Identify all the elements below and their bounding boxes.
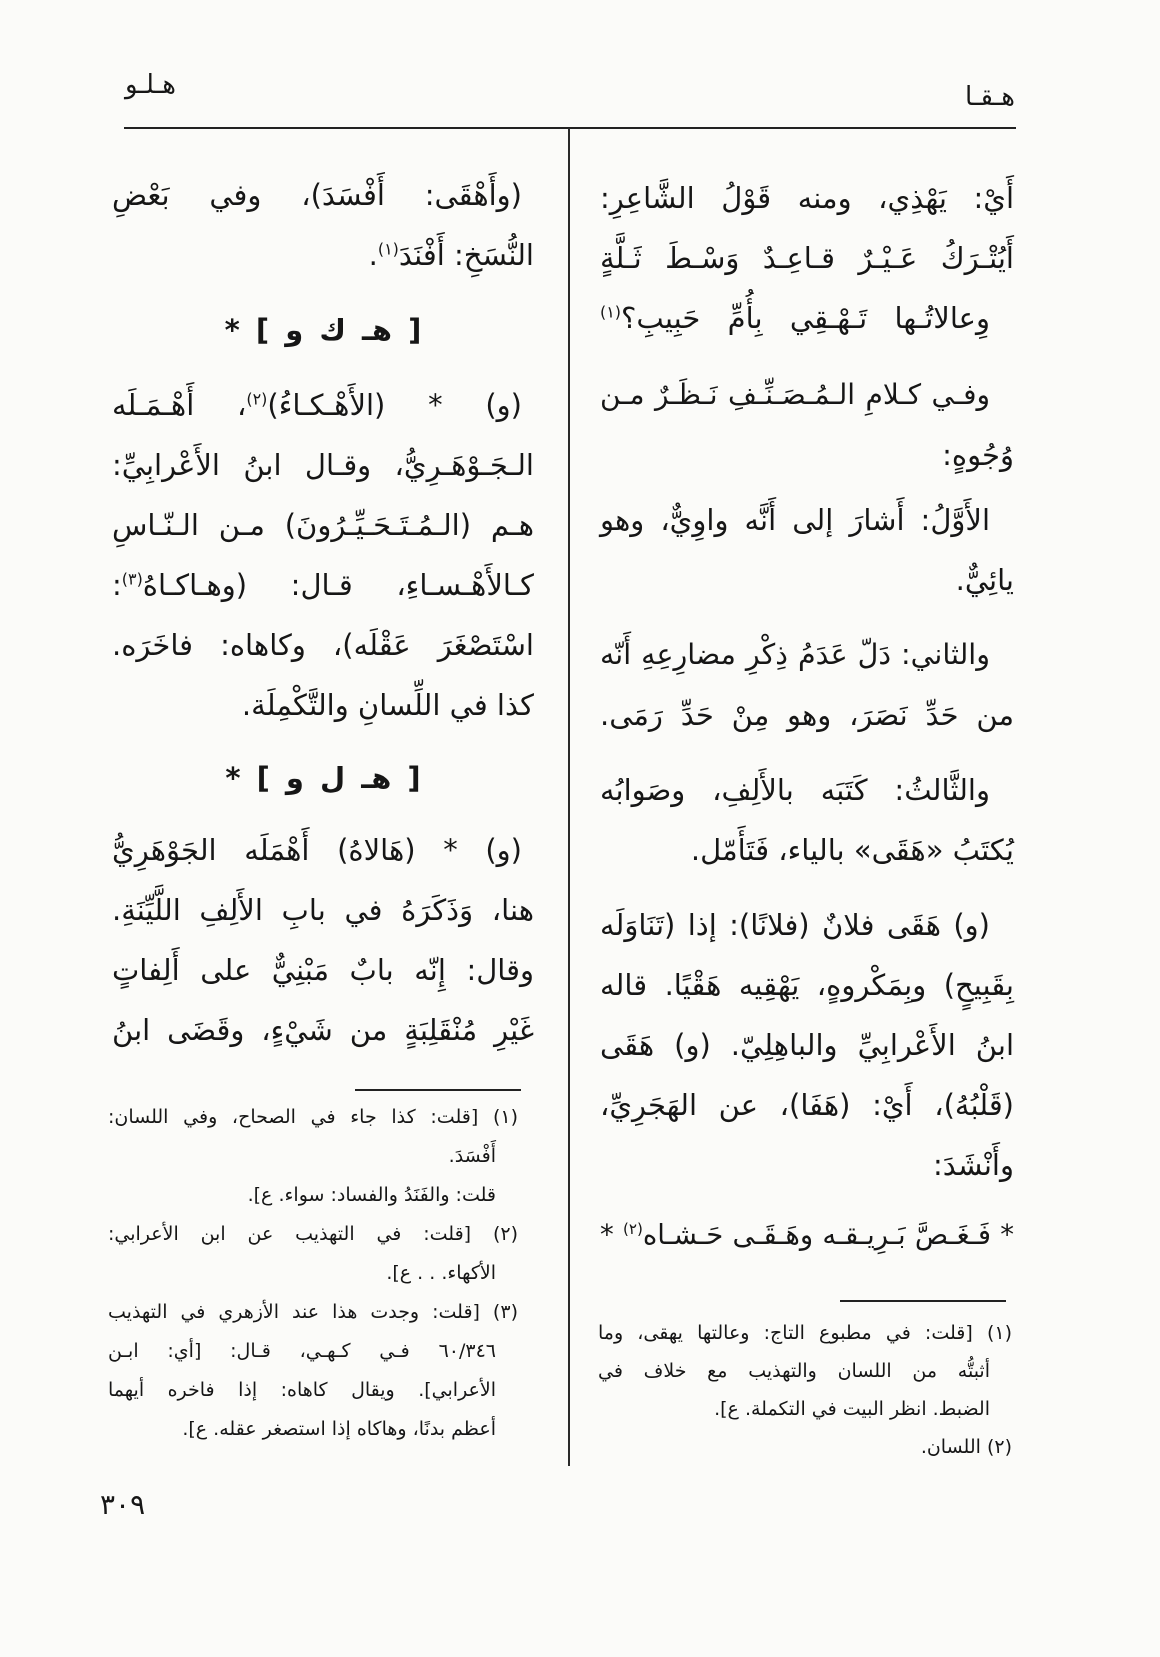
text-line: وُجُوهٍ: (942, 438, 1014, 472)
entry-paragraph (600, 490, 1014, 610)
footnote-line: الأعرابي]. ويقال كاهاه: إذا فاخره أيهما (108, 1379, 496, 1401)
text-line: (و) * (هَالاهُ) أَهْمَلَه الجَوْهَرِيُّ (112, 833, 522, 867)
footnote-marker: (٢) (246, 389, 268, 409)
footnote-line: (١) [قلت: في مطبوع التاج: وعالتها يهقى، وما (598, 1322, 1012, 1344)
line-text: . (368, 238, 378, 272)
footnote-line: أعظم بدنًا، وهاكاه إذا استصغر عقله. ع]. (182, 1418, 496, 1440)
footnote-line: (٣) [قلت: وجدت هذا عند الأزهري في التهذيب (108, 1301, 518, 1323)
footnote-separator (355, 1089, 521, 1091)
root-heading: [ هـ ك و ] * (224, 313, 422, 347)
entry-paragraph (600, 168, 1014, 348)
footnote-line: ٦٠/٣٤٦ فـي كـهـي، قـال: [أي: ابـن (108, 1340, 496, 1362)
entry-paragraph (112, 165, 534, 285)
page-number: ٣٠٩ (100, 1488, 146, 1521)
text-line: (و) هَقَى فلانٌ (فلانًا): إذا (تَنَاوَلَه (600, 908, 990, 942)
footnote (598, 1428, 1012, 1466)
text-line (112, 225, 534, 285)
text-line: غَيْرِ مُنْقَلِبَةٍ من شَيْءٍ، وقَضَى ابنُ (112, 1013, 534, 1047)
right-column (600, 168, 1014, 1265)
text-line: الـجَـوْهَـرِيُّ، وقـال ابنُ الأَعْرابِيِّ: (112, 448, 534, 482)
footnote-line: (٢) [قلت: في التهذيب عن ابن الأعرابي: (108, 1223, 518, 1245)
root-heading: [ هـ ل و ] * (225, 761, 421, 795)
text-line: (وأَهْقَى: أَفْسَدَ)، وفي بَعْضِ (112, 178, 522, 212)
line-text: (و) * (الأَهْـكـاءُ) (267, 388, 522, 422)
entry-paragraph (112, 375, 534, 735)
footnote-line: (٢) اللسان. (920, 1436, 1012, 1458)
footnote (108, 1215, 518, 1293)
footnote-line: (١) [قلت: كذا جاء في الصحاح، وفي اللسان: (108, 1106, 518, 1128)
text-line: هنا، وَذَكَرَهُ في بابِ الأَلِفِ اللَّيِّنَةِ. (112, 893, 534, 927)
entry-paragraph (600, 760, 1014, 880)
line-text: وِعالاتُـها تَـهْـقِي بِأُمِّ حَبِيبِ؟ (621, 301, 990, 335)
entry-paragraph (600, 365, 1014, 485)
text-line: كذا في اللِّسانِ والتَّكْمِلَة. (241, 688, 534, 722)
text-line: اسْتَصْغَرَ عَقْلَه)، وكاهاه: فاخَرَه. (112, 628, 534, 662)
text-line: وقال: إِنّه بابٌ مَبْنِيٌّ على أَلِفاتٍ (112, 953, 534, 987)
footnote-line: الضبط. انظر البيت في التكملة. ع]. (714, 1398, 990, 1420)
left-footnotes (108, 1098, 518, 1449)
text-line: الأَوَّلُ: أَشارَ إلى أَنَّه واوِيٌّ، وهو (600, 503, 990, 537)
line-text: * فَـغَـصَّ بَـرِيـقـه وهَـقَـى حَـشـاه (642, 1219, 1014, 1251)
running-head-right: هـقـا (964, 82, 1015, 112)
footnote (598, 1314, 1012, 1428)
verse-line: أَيُتْـرَكُ عَـيْـرٌ قـاعِـدٌ وَسْـطَ ثَـلَّةٍ (600, 241, 1014, 275)
entry-paragraph (600, 625, 1014, 745)
text-line: وفـي كـلامِ الـمُـصَـنِّـفِ نَـظَـرٌ مـن (600, 378, 990, 411)
text-line: هـم (الـمُـتَـحَـيِّـرُونَ) مـن الـنّـاسِ (112, 508, 534, 542)
left-column (112, 165, 534, 1060)
text-line: والثاني: دَلّ عَدَمُ ذِكْرِ مضارِعِهِ أَنّه (600, 638, 990, 671)
text-line: وأَنْشَدَ: (933, 1148, 1014, 1182)
footnote-marker: (١) (600, 302, 621, 322)
header-rule (124, 127, 1016, 129)
footnote-marker: (١) (377, 239, 399, 259)
entry-paragraph (600, 895, 1014, 1195)
text-line: بِقَبِيحٍ) وبِمَكْروهٍ، يَهْقِيه هَقْيًا. قاله (600, 968, 1014, 1002)
text-line: أَيْ: يَهْذِي، ومنه قَوْلُ الشَّاعِرِ: (600, 181, 1014, 215)
text-line: يُكتَبُ «هَقَى» بالياء، فَتَأَمّل. (690, 833, 1014, 867)
line-text: * (600, 1219, 623, 1251)
footnote-marker: (٢) (622, 1219, 643, 1238)
column-divider (568, 128, 570, 1466)
entry-paragraph (600, 1205, 1014, 1265)
entry-paragraph (112, 820, 534, 1060)
line-text: النُّسَخِ: أَفْنَدَ (398, 238, 534, 272)
footnote-separator (840, 1300, 1006, 1302)
text-line: ابنُ الأَعْرابِيِّ والباهِلِيّ. (و) هَقَى (600, 1028, 1014, 1062)
text-line: يائِيٌّ. (955, 563, 1014, 597)
footnote-line: أثبتُّه من اللسان والتهذيب مع خلاف في (598, 1360, 990, 1382)
text-line (112, 375, 534, 435)
footnote (108, 1293, 518, 1449)
line-text: ، أَهْـمَـلَه (112, 388, 247, 422)
line-text: : (112, 568, 122, 602)
verse-line (600, 288, 1014, 348)
verse-line (600, 1205, 1014, 1265)
footnote (108, 1098, 518, 1215)
text-line: والثَّالثُ: كَتَبَه بالأَلِفِ، وصَوابُه (600, 773, 990, 807)
footnote-line: أَفْسَدَ. (448, 1145, 496, 1167)
text-line (112, 555, 534, 615)
footnote-marker: (٣) (121, 569, 143, 589)
text-line: من حَدِّ نَصَرَ، وهو مِنْ حَدِّ رَمَى. (600, 698, 1014, 732)
footnote-line: الأكهاء. . . ع]. (386, 1262, 496, 1284)
text-line: (قَلْبُهُ)، أَيْ: (هَفَا)، عن الهَجَرِيِّ، (600, 1088, 1014, 1122)
right-footnotes (598, 1314, 1012, 1466)
running-head-left: هـلـو (125, 70, 176, 100)
line-text: كـالأَهْـسـاءِ، قـال: (وهـاكـاهُ (142, 568, 534, 602)
footnote-line: قلت: والفَنَدُ والفساد: سواء. ع]. (247, 1184, 496, 1206)
